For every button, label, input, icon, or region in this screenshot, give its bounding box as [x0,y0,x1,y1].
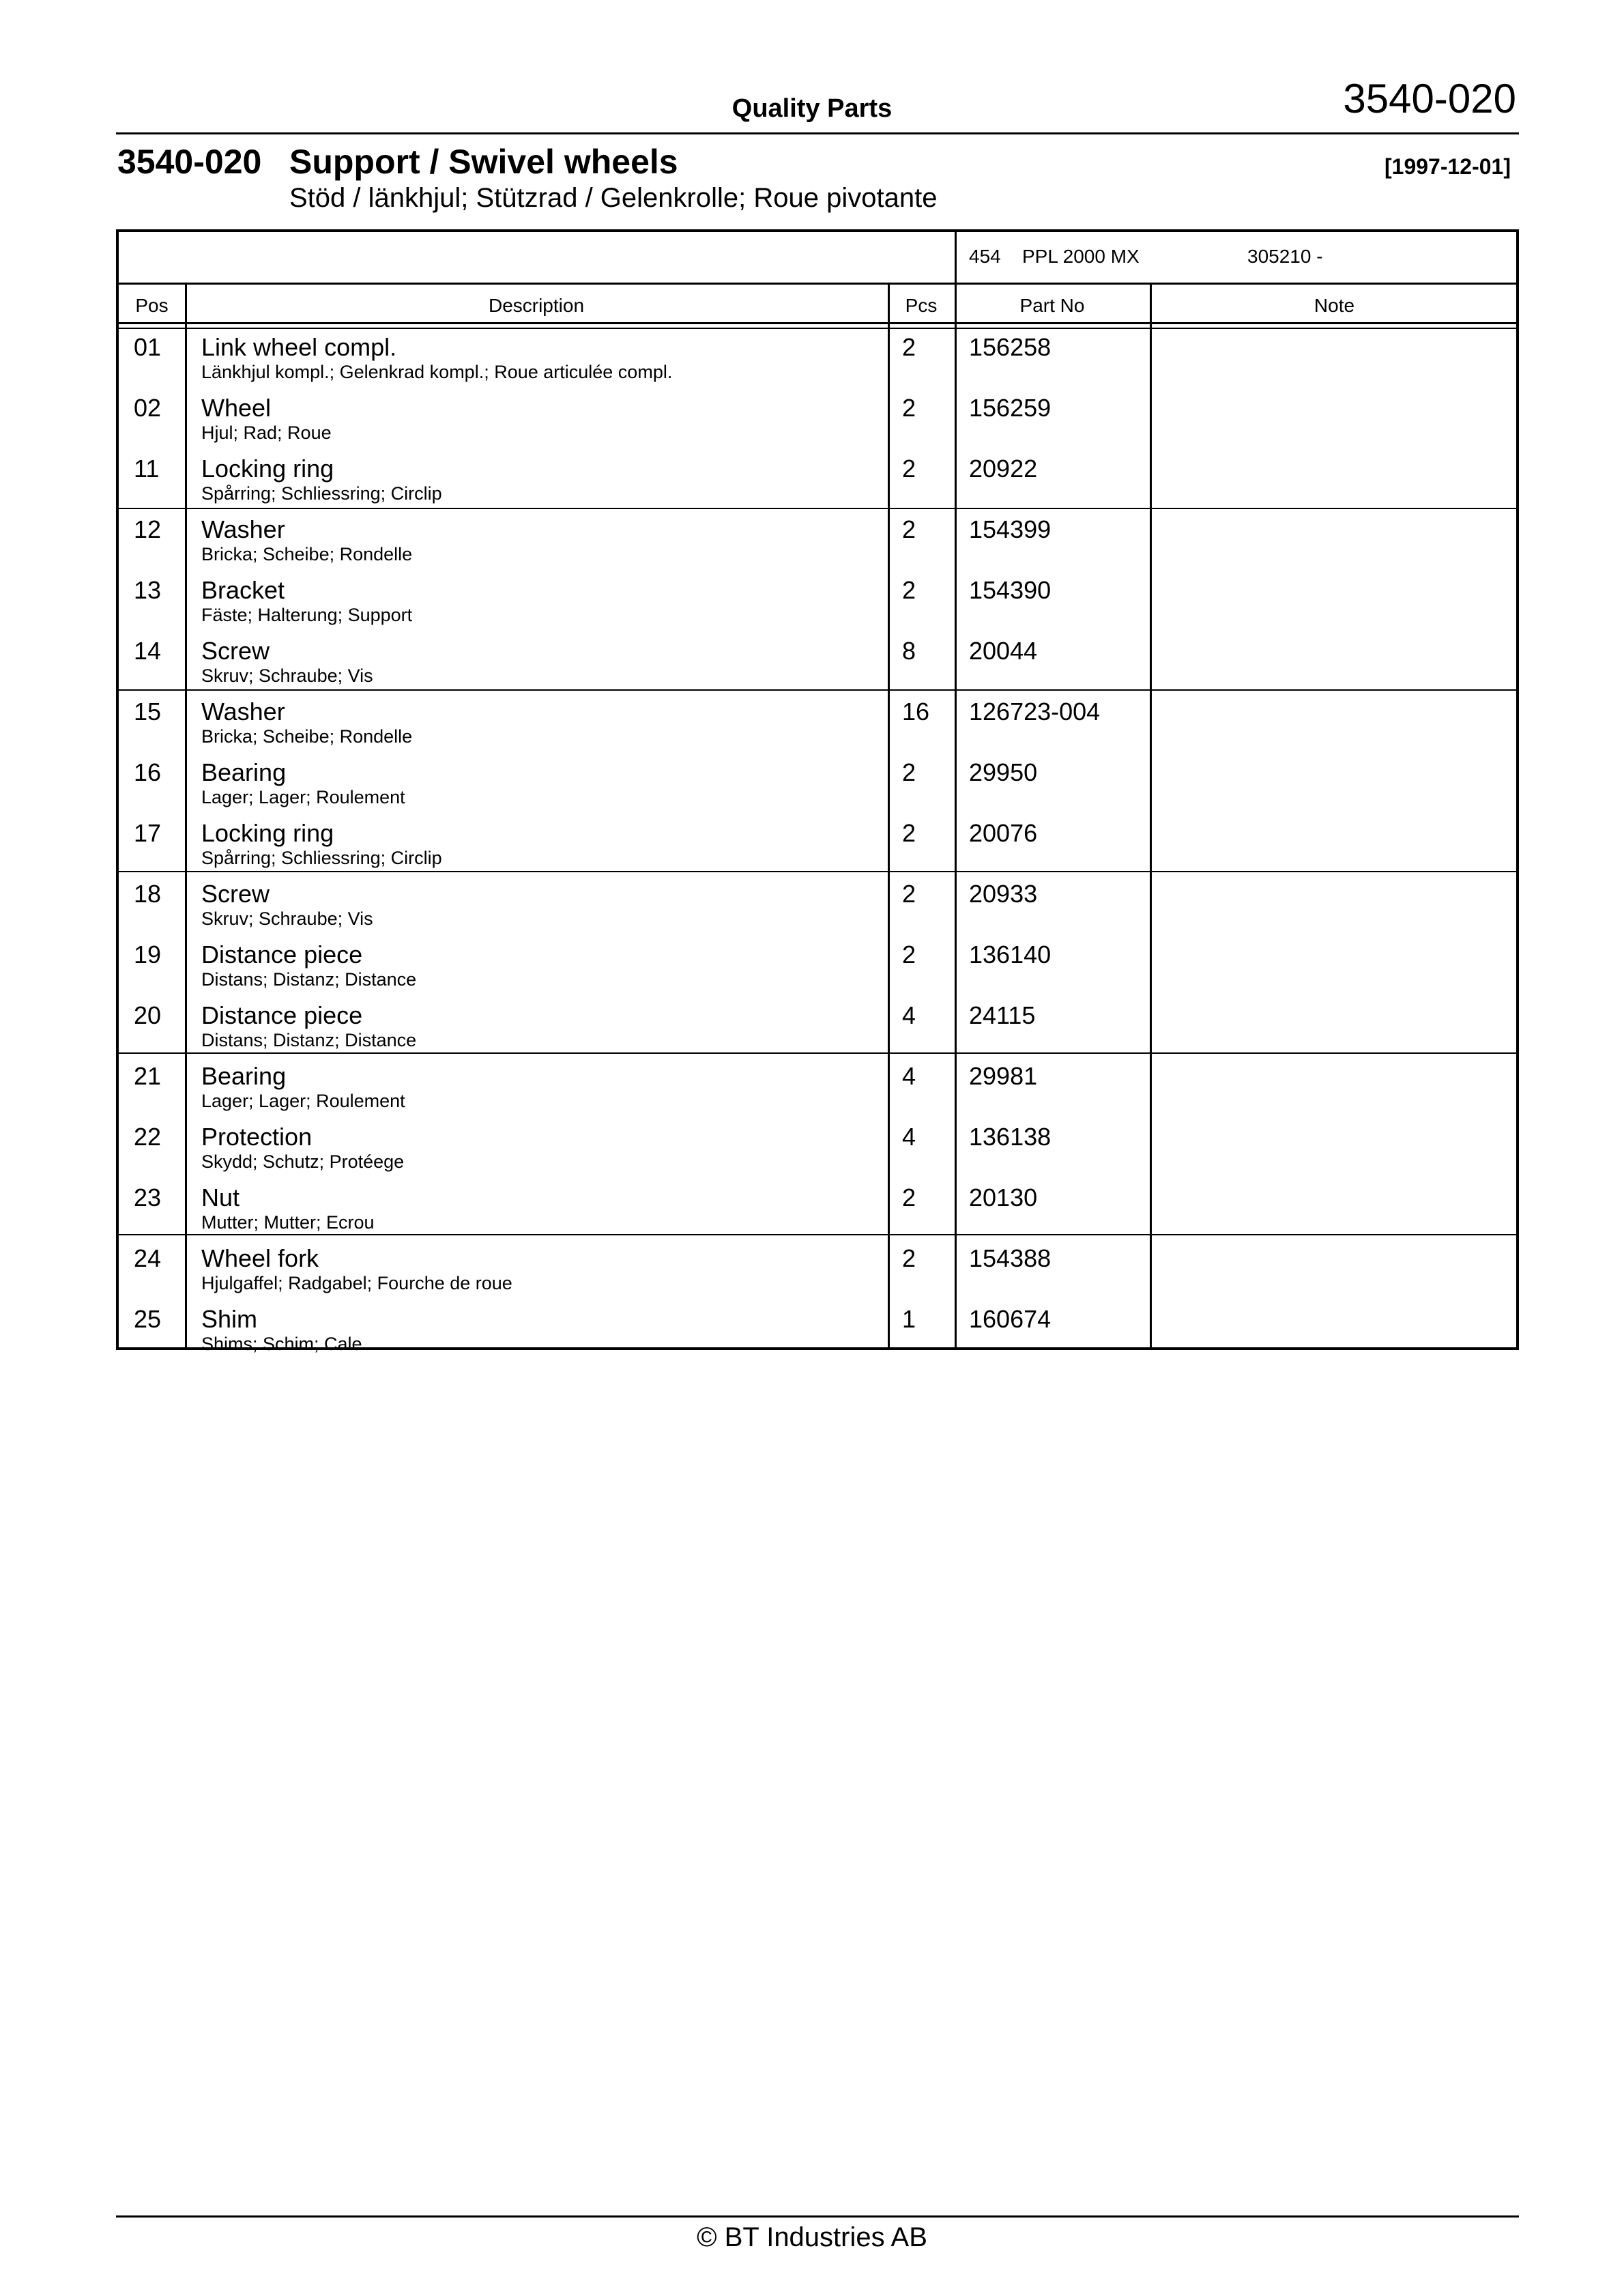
row-translation: Skruv; Schraube; Vis [201,908,373,929]
row-translation: Spårring; Schliessring; Circlip [201,483,442,504]
row-pcs: 2 [902,819,916,847]
row-translation: Hjul; Rad; Roue [201,422,332,443]
row-pcs: 1 [902,1305,916,1333]
row-description: Link wheel compl. [201,333,397,361]
row-translation: Lager; Lager; Roulement [201,787,405,807]
table-row [119,573,1516,634]
header-title: Quality Parts [731,94,893,123]
row-translation: Spårring; Schliessring; Circlip [201,848,442,868]
section-date: [1997-12-01] [1384,154,1511,179]
table-row [119,695,1516,756]
row-partno: 20922 [969,455,1038,483]
row-pos: 12 [134,515,162,543]
row-pcs: 2 [902,941,916,968]
table-row [119,1120,1516,1181]
row-pcs: 16 [902,698,930,726]
row-translation: Fäste; Halterung; Support [201,605,413,625]
row-pcs: 2 [902,394,916,422]
row-pcs: 2 [902,1183,916,1211]
table-row [119,756,1516,816]
row-pos: 14 [134,637,162,665]
row-description: Wheel [201,394,272,422]
footer-copyright: © BT Industries AB [697,2222,927,2252]
table-row [119,999,1516,1059]
table-row [119,634,1516,695]
row-description: Wheel fork [201,1244,319,1272]
row-pos: 13 [134,576,162,604]
parts-table [116,229,1519,1354]
row-description: Distance piece [201,1001,363,1029]
row-partno: 160674 [969,1305,1052,1333]
row-description: Bearing [201,758,287,786]
row-pos: 19 [134,941,162,968]
table-row [119,391,1516,452]
row-pcs: 8 [902,637,916,665]
row-partno: 136138 [969,1123,1052,1151]
table-row [119,1242,1516,1302]
row-partno: 20933 [969,880,1038,908]
row-description: Washer [201,515,285,543]
model-name: PPL 2000 MX [1022,246,1140,267]
row-description: Nut [201,1183,240,1211]
column-header-partno: Part No [1019,295,1085,316]
column-header-note: Note [1314,295,1355,316]
section-subtitle: Stöd / länkhjul; Stützrad / Gelenkrolle; Roue pivotante [289,183,938,213]
row-pos: 20 [134,1001,162,1029]
table-row [119,1302,1516,1363]
section-title: Support / Swivel wheels [289,143,678,181]
row-description: Screw [201,637,270,665]
row-partno: 156259 [969,394,1052,422]
table-row [119,816,1516,877]
table-row [119,1059,1516,1120]
row-description: Screw [201,880,270,908]
row-partno: 154390 [969,576,1052,604]
column-header-pos: Pos [135,295,169,316]
column-header-pcs: Pcs [905,295,938,316]
model-serial: 305210 - [1247,246,1323,267]
row-pos: 16 [134,758,162,786]
row-pos: 21 [134,1062,162,1090]
row-pcs: 2 [902,515,916,543]
row-pos: 01 [134,333,162,361]
row-description: Bracket [201,576,285,604]
column-header-description: Description [488,295,585,316]
row-pos: 02 [134,394,162,422]
page-code: 3540-020 [1343,76,1516,121]
row-translation: Skydd; Schutz; Protéege [201,1151,405,1172]
row-partno: 29981 [969,1062,1038,1090]
row-pos: 11 [134,455,160,483]
row-pos: 24 [134,1244,162,1272]
row-pos: 17 [134,819,162,847]
table-divider [119,283,1516,285]
row-translation: Länkhjul kompl.; Gelenkrad kompl.; Roue articulée compl. [201,362,673,382]
row-translation: Skruv; Schraube; Vis [201,665,373,686]
row-partno: 29950 [969,758,1038,786]
row-pcs: 4 [902,1062,916,1090]
row-pos: 15 [134,698,162,726]
row-translation: Distans; Distanz; Distance [201,969,417,990]
model-number: 454 [969,246,1001,267]
row-partno: 154388 [969,1244,1052,1272]
row-partno: 24115 [969,1001,1036,1029]
row-description: Bearing [201,1062,287,1090]
row-description: Shim [201,1305,258,1333]
row-partno: 126723-004 [969,698,1101,726]
section-code: 3540-020 [117,143,262,181]
row-partno: 20076 [969,819,1038,847]
row-description: Distance piece [201,941,363,968]
row-translation: Distans; Distanz; Distance [201,1030,417,1050]
table-row [119,330,1516,391]
footer-divider [116,2215,1519,2218]
row-partno: 20044 [969,637,1038,665]
table-row [119,513,1516,573]
row-partno: 136140 [969,941,1052,968]
row-description: Protection [201,1123,313,1151]
row-pcs: 2 [902,880,916,908]
table-divider [119,322,1516,324]
row-translation: Hjulgaffel; Radgabel; Fourche de roue [201,1273,512,1293]
row-translation: Mutter; Mutter; Ecrou [201,1212,375,1233]
row-pcs: 2 [902,758,916,786]
row-partno: 154399 [969,515,1052,543]
row-translation: Lager; Lager; Roulement [201,1091,405,1111]
row-pcs: 2 [902,1244,916,1272]
row-translation: Bricka; Scheibe; Rondelle [201,544,413,564]
row-pcs: 2 [902,333,916,361]
row-partno: 156258 [969,333,1052,361]
row-pos: 22 [134,1123,162,1151]
row-partno: 20130 [969,1183,1038,1211]
row-translation: Bricka; Scheibe; Rondelle [201,726,413,747]
header-divider [116,132,1519,134]
row-translation: Shims; Schim; Cale [201,1334,362,1354]
row-description: Locking ring [201,819,334,847]
row-pos: 18 [134,880,162,908]
table-row [119,452,1516,513]
row-pcs: 4 [902,1001,916,1029]
row-description: Locking ring [201,455,334,483]
row-pcs: 2 [902,455,916,483]
table-row [119,938,1516,999]
row-pcs: 4 [902,1123,916,1151]
table-divider [119,328,1516,329]
table-row [119,1181,1516,1242]
table-row [119,877,1516,938]
row-pos: 25 [134,1305,162,1333]
row-pcs: 2 [902,576,916,604]
row-pos: 23 [134,1183,162,1211]
row-description: Washer [201,698,285,726]
